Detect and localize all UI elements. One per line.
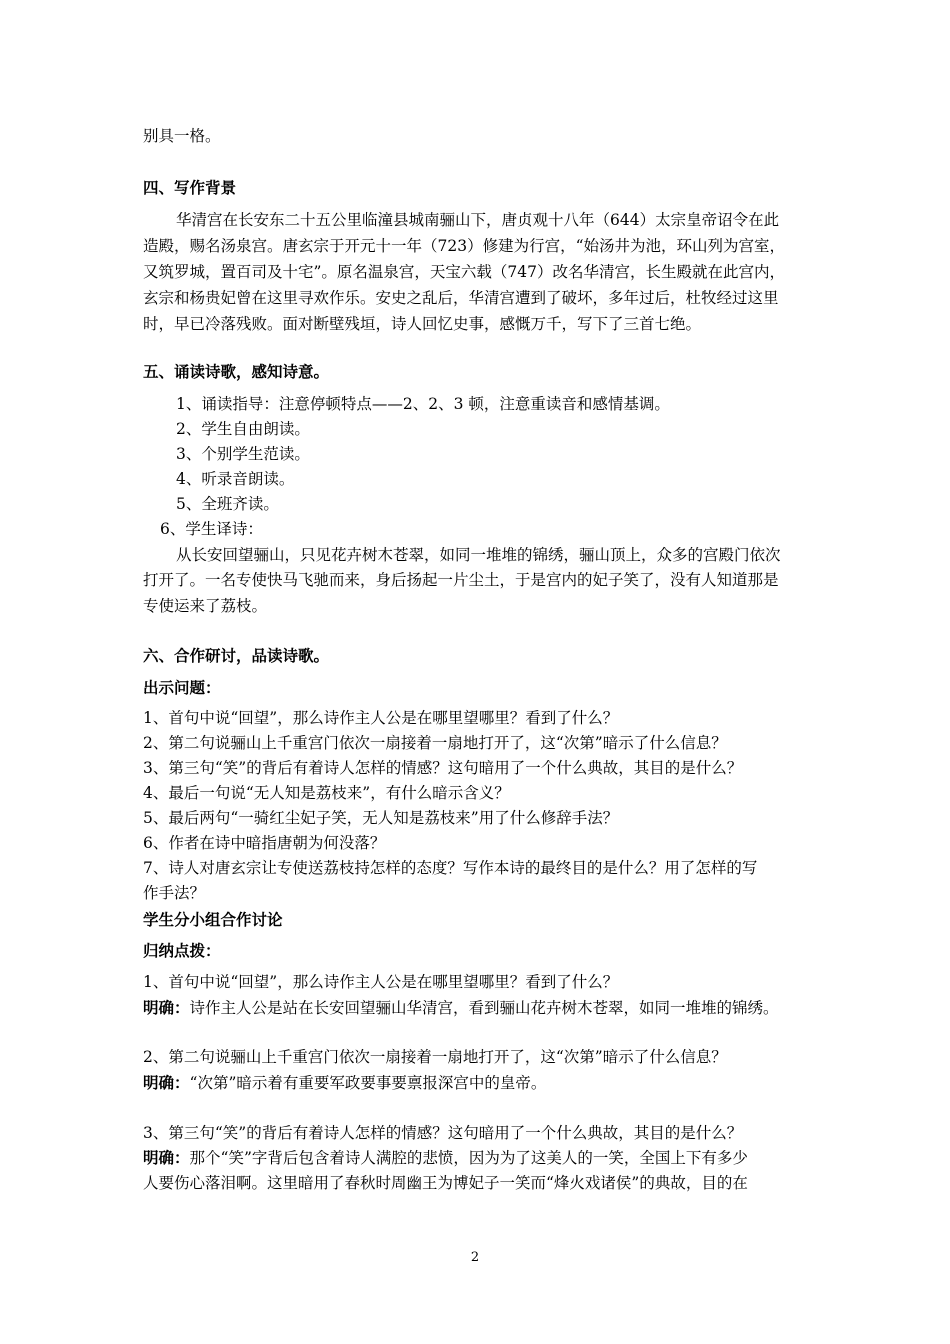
question-item: 5、最后两句“一骑红尘妃子笑，无人知是荔枝来”用了什么修辞手法？ bbox=[143, 809, 619, 827]
question-item: 2、第二句说骊山上千重宫门依次一扇接着一扇地打开了，这“次第”暗示了什么信息？ bbox=[143, 1048, 727, 1066]
answer-text: 那个“笑”字背后包含着诗人满腔的悲愤，因为为了这美人的一笑，全国上下有多少 bbox=[189, 1149, 748, 1167]
text-line: 别具一格。 bbox=[143, 127, 221, 145]
section-heading: 四、写作背景 bbox=[143, 178, 237, 197]
answer-text: 诗作主人公是站在长安回望骊山华清宫，看到骊山花卉树木苍翠，如同一堆堆的锦绣。 bbox=[189, 999, 779, 1017]
text-line: 从长安回望骊山，只见花卉树木苍翠，如同一堆堆的锦绣，骊山顶上，众多的宫殿门依次 bbox=[176, 546, 781, 564]
section-heading: 五、诵读诗歌，感知诗意。 bbox=[143, 362, 330, 381]
text-line: 作手法？ bbox=[143, 884, 206, 902]
question-item: 7、诗人对唐玄宗让专使送荔枝持怎样的态度？写作本诗的最终目的是什么？用了怎样的写 bbox=[143, 859, 758, 877]
list-item: 1、诵读指导：注意停顿特点——2、2、3 顿，注意重读音和感情基调。 bbox=[176, 395, 670, 413]
answer-line bbox=[143, 998, 808, 1018]
question-item: 1、首句中说“回望”，那么诗作主人公是在哪里望哪里？看到了什么？ bbox=[143, 709, 619, 727]
list-item: 6、学生译诗： bbox=[160, 520, 263, 538]
list-item: 5、全班齐读。 bbox=[176, 495, 279, 513]
answer-line bbox=[143, 1148, 808, 1168]
text-line: 玄宗和杨贵妃曾在这里寻欢作乐。安史之乱后，华清宫遭到了破坏，多年过后，杜牧经过这里 bbox=[143, 289, 779, 307]
list-item: 3、个别学生范读。 bbox=[176, 445, 310, 463]
subheading: 学生分小组合作讨论 bbox=[143, 910, 283, 929]
question-item: 4、最后一句说“无人知是荔枝来”，有什么暗示含义？ bbox=[143, 784, 510, 802]
text-line: 时，早已冷落残败。面对断壁残垣，诗人回忆史事，感慨万千，写下了三首七绝。 bbox=[143, 315, 702, 333]
section-heading: 六、合作研讨，品读诗歌。 bbox=[143, 646, 330, 665]
text-line: 人要伤心落泪啊。这里暗用了春秋时周幽王为博妃子一笑而“烽火戏诸侯”的典故，目的在 bbox=[143, 1174, 748, 1192]
text-line: 造殿，赐名汤泉宫。唐玄宗于开元十一年（723）修建为行宫，“始汤井为池，环山列为宫室， bbox=[143, 237, 786, 255]
text-line: 专使运来了荔枝。 bbox=[143, 597, 268, 615]
subheading: 出示问题： bbox=[143, 678, 221, 697]
answer-label: 明确： bbox=[143, 1073, 190, 1092]
answer-label: 明确： bbox=[143, 998, 190, 1017]
question-item: 6、作者在诗中暗指唐朝为何没落？ bbox=[143, 834, 386, 852]
question-item: 2、第二句说骊山上千重宫门依次一扇接着一扇地打开了，这“次第”暗示了什么信息？ bbox=[143, 734, 727, 752]
list-item: 2、学生自由朗读。 bbox=[176, 420, 310, 438]
answer-line bbox=[143, 1073, 808, 1093]
list-item: 4、听录音朗读。 bbox=[176, 470, 295, 488]
subheading: 归纳点拨： bbox=[143, 941, 221, 960]
question-item: 3、第三句“笑”的背后有着诗人怎样的情感？这句暗用了一个什么典故，其目的是什么？ bbox=[143, 1124, 743, 1142]
question-item: 1、首句中说“回望”，那么诗作主人公是在哪里望哪里？看到了什么？ bbox=[143, 973, 619, 991]
answer-text: “次第”暗示着有重要军政要事要禀报深宫中的皇帝。 bbox=[189, 1074, 547, 1092]
text-line: 又筑罗城，置百司及十宅”。原名温泉宫，天宝六载（747）改名华清宫，长生殿就在此宫内， bbox=[143, 263, 786, 281]
page-number: 2 bbox=[470, 1250, 480, 1265]
answer-label: 明确： bbox=[143, 1148, 190, 1167]
text-line: 打开了。一名专使快马飞驰而来，身后扬起一片尘土，于是宫内的妃子笑了，没有人知道那是 bbox=[143, 571, 779, 589]
text-line: 华清宫在长安东二十五公里临潼县城南骊山下，唐贞观十八年（644）太宗皇帝诏令在此 bbox=[176, 211, 780, 229]
question-item: 3、第三句“笑”的背后有着诗人怎样的情感？这句暗用了一个什么典故，其目的是什么？ bbox=[143, 759, 743, 777]
